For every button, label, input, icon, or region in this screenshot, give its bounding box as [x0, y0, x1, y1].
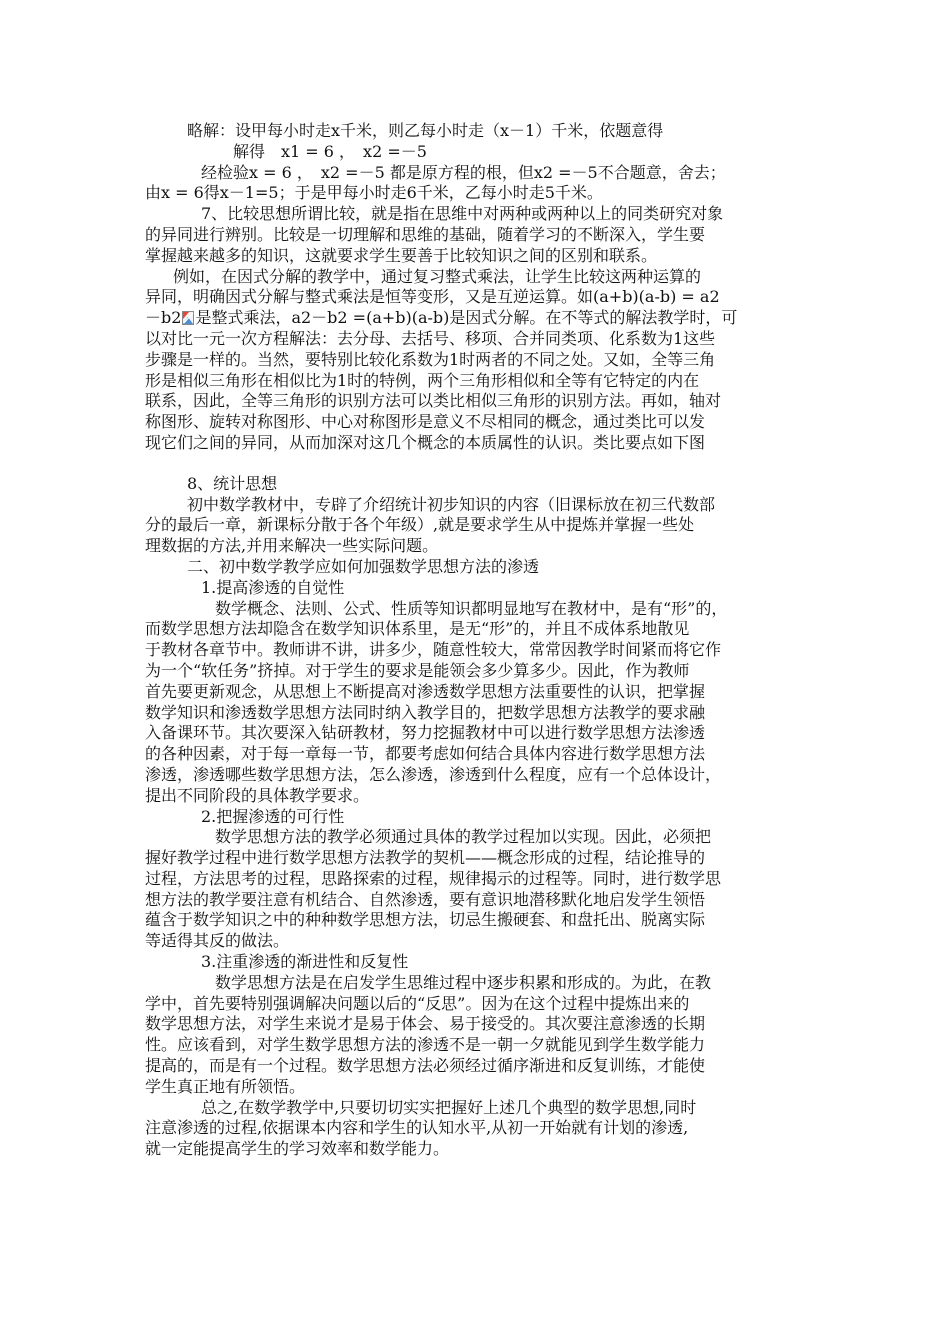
text-line: 二、初中数学教学应如何加强数学思想方法的渗透 — [187, 556, 540, 576]
text-line: 首先要更新观念，从思想上不断提高对渗透数学思想方法重要性的认识，把掌握 — [145, 681, 706, 701]
text-line: 注意渗透的过程,依据课本内容和学生的认知水平,从初一开始就有计划的渗透, — [145, 1118, 689, 1138]
text-line: 入备课环节。其次要深入钻研教材，努力挖掘教材中可以进行数学思想方法渗透 — [145, 723, 706, 743]
text-line: 数学知识和渗透数学思想方法同时纳入教学目的，把数学思想方法教学的要求融 — [145, 702, 706, 722]
text-line: 以对比一元一次方程解法：去分母、去括号、移项、合并同类项、化系数为1这些 — [145, 328, 716, 348]
text-line: 数学思想方法，对学生来说才是易于体会、易于接受的。其次要注意渗透的长期 — [145, 1014, 706, 1034]
paragraph-block-solution-comparison — [145, 121, 810, 308]
text-line: 性。应该看到，对学生数学思想方法的渗透不是一朝一夕就能见到学生数学能力 — [145, 1035, 706, 1055]
text-line: 2.把握渗透的可行性 — [201, 806, 345, 826]
text-line: 初中数学教材中，专辟了介绍统计初步知识的内容（旧课标放在初三代数部 — [187, 494, 716, 514]
blank-gap — [145, 454, 810, 474]
text-line: 步骤是一样的。当然，要特别比较化系数为1时两者的不同之处。又如，全等三角 — [145, 349, 716, 369]
text-line: 想方法的教学要注意有机结合、自然渗透，要有意识地潜移默化地启发学生领悟 — [145, 889, 706, 909]
text-line: 数学思想方法是在启发学生思维过程中逐步积累和形成的。为此，在教 — [215, 972, 712, 992]
text-line: 形是相似三角形在相似比为1时的特例，两个三角形相似和全等有它特定的内在 — [145, 370, 700, 390]
text-fragment: －b2 — [145, 308, 182, 328]
text-line: 7、比较思想所谓比较，就是指在思维中对两种或两种以上的同类研究对象 — [201, 204, 724, 224]
text-line: 于教材各章节中。教师讲不讲，讲多少，随意性较大，常常因教学时间紧而将它作 — [145, 640, 722, 660]
text-line: 而数学思想方法却隐含在数学知识体系里，是无“形”的，并且不成体系地散见 — [145, 619, 690, 639]
text-line: 3.注重渗透的渐进性和反复性 — [201, 952, 409, 972]
text-line: 理数据的方法,并用来解决一些实际问题。 — [145, 536, 439, 556]
paragraph-block-analogy — [145, 329, 810, 454]
text-line: 的异同进行辨别。比较是一切理解和思维的基础，随着学习的不断深入，学生要 — [145, 224, 706, 244]
text-line: 数学思想方法的教学必须通过具体的教学过程加以实现。因此，必须把 — [215, 827, 712, 847]
text-line: 的各种因素，对于每一章每一节，都要考虑如何结合具体内容进行数学思想方法 — [145, 744, 706, 764]
text-line: 学中，首先要特别强调解决问题以后的“反思”。因为在这个过程中提炼出来的 — [145, 993, 690, 1013]
text-fragment: 是整式乘法，a2－b2 =(a+b)(a-b)是因式分解。在不等式的解法教学时，可 — [195, 308, 738, 328]
broken-image-icon — [182, 311, 194, 325]
text-line: 称图形、旋转对称图形、中心对称图形是意义不尽相同的概念，通过类比可以发 — [145, 412, 706, 432]
text-line: 联系，因此，全等三角形的识别方法可以类比相似三角形的识别方法。再如，轴对 — [145, 391, 722, 411]
text-line: 蕴含于数学知识之中的种种数学思想方法，切忌生搬硬套、和盘托出、脱离实际 — [145, 910, 706, 930]
text-line: 现它们之间的异同，从而加深对这几个概念的本质属性的认识。类比要点如下图 — [145, 432, 706, 452]
document-page — [145, 121, 810, 1160]
text-line: 8、统计思想 — [187, 473, 278, 493]
text-line: 渗透，渗透哪些数学思想方法，怎么渗透，渗透到什么程度，应有一个总体设计， — [145, 764, 722, 784]
text-line: 分的最后一章，新课标分散于各个年级）,就是要求学生从中提炼并掌握一些处 — [145, 515, 695, 535]
text-line: 握好教学过程中进行数学思想方法教学的契机——概念形成的过程，结论推导的 — [145, 848, 706, 868]
text-line: 过程，方法思考的过程，思路探索的过程，规律揭示的过程等。同时，进行数学思 — [145, 868, 722, 888]
text-line: 略解：设甲每小时走x千米，则乙每小时走（x－1）千米，依题意得 — [187, 121, 664, 140]
text-line: 异同，明确因式分解与整式乘法是恒等变形，又是互逆运算。如(a+b)(a-b) = a2 — [145, 287, 720, 307]
text-line: 解得 x1 = 6 ， x2 =－5 — [233, 141, 427, 161]
text-line: 提高的，而是有一个过程。数学思想方法必须经过循序渐进和反复训练，才能使 — [145, 1056, 706, 1076]
paragraph-block-statistics-and-methods — [145, 474, 810, 1160]
text-line: 总之,在数学教学中,只要切切实实把握好上述几个典型的数学思想,同时 — [201, 1097, 697, 1117]
text-line: 掌握越来越多的知识，这就要求学生要善于比较知识之间的区别和联系。 — [145, 245, 658, 265]
text-line: 学生真正地有所领悟。 — [145, 1076, 306, 1096]
text-line: 1.提高渗透的自觉性 — [201, 577, 345, 597]
text-line: 经检验x = 6 ， x2 =－5 都是原方程的根，但x2 =－5不合题意，舍去； — [201, 162, 726, 182]
text-line: 例如，在因式分解的教学中，通过复习整式乘法，让学生比较这两种运算的 — [173, 266, 702, 286]
text-line-with-broken-image — [145, 308, 810, 329]
text-line: 就一定能提高学生的学习效率和数学能力。 — [145, 1139, 450, 1159]
text-line: 提出不同阶段的具体教学要求。 — [145, 785, 370, 805]
text-line: 等适得其反的做法。 — [145, 931, 290, 951]
text-line: 数学概念、法则、公式、性质等知识都明显地写在教材中，是有“形”的， — [215, 598, 728, 618]
text-line: 由x = 6得x－1=5；于是甲每小时走6千米，乙每小时走5千米。 — [145, 183, 603, 203]
text-line: 为一个“软任务”挤掉。对于学生的要求是能领会多少算多少。因此，作为教师 — [145, 660, 690, 680]
